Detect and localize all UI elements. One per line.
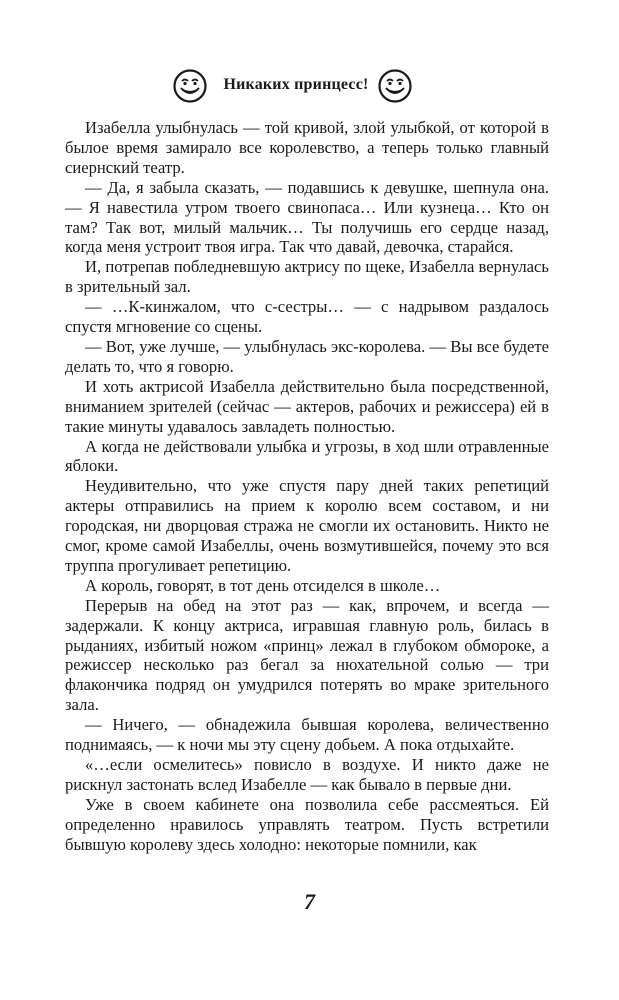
paragraph: И хоть актрисой Изабелла действительно была посредственной, вниманием зрителей (сейчас — актеров, рабочих и режиссера) ей в такие минуты удавалось завладеть полностью. (65, 376, 549, 436)
body-text (65, 118, 549, 855)
paragraph: Изабелла улыбнулась — той кривой, злой улыбкой, от которой в былое время замирало все королевство, а теперь только главный сиернский театр. (65, 118, 549, 177)
paragraph: «…если осмелитесь» повисло в воздухе. И никто даже не рискнул застонать вслед Изабелле — как бывало в первые дни. (65, 755, 549, 794)
paragraph: А король, говорят, в тот день отсиделся в школе… (85, 575, 441, 595)
paragraph: — Да, я забыла сказать, — подавшись к девушке, шепнула она. — Я навестила утром твоего свинопаса… Или кузнеца… Кто он там? Так вот, милый мальчик… Ты получишь его сердце назад, когда меня устроит твоя игра. Так что давай, девочка, старайся. (65, 177, 549, 257)
paragraph: И, потрепав побледневшую актрису по щеке, Изабелла вернулась в зрительный зал. (65, 257, 549, 297)
header-title: Никаких принцесс! (223, 76, 369, 93)
paragraph: — …К-кинжалом, что с-сестры… — с надрывом раздалось спустя мгновение со сцены. (65, 297, 549, 337)
paragraph: Перерыв на обед на этот раз — как, впрочем, и всегда — задержали. К концу актриса, игравшая главную роль, билась в рыданиях, избитый ножом «принц» лежал в глубоком обмороке, а режиссер несколько раз бегал за нюхательной солью — три флакончика подряд он умудрился потерять во мраке зрительного зала. (65, 595, 549, 715)
paragraph: — Ничего, — обнадежила бывшая королева, величественно поднимаясь, — к ночи мы эту сцену добьем. А пока отдыхайте. (65, 715, 549, 755)
paragraph: — Вот, уже лучше, — улыбнулась экс-королева. — Вы все будете делать то, что я говорю. (65, 336, 549, 376)
smiley-face-icon (172, 68, 208, 104)
paragraph: А когда не действовали улыбка и угрозы, в ход шли отравленные яблоки. (65, 436, 549, 476)
paragraph: Уже в своем кабинете она позволила себе рассмеяться. Ей определенно нравилось управлять театром. Пусть встретили бывшую королеву здесь холодно: некоторые помнили, как (65, 794, 549, 854)
page-number: 7 (304, 889, 315, 914)
paragraph: Неудивительно, что уже спустя пару дней таких репетиций актеры отправились на прием к королю всем составом, и ни городская, ни дворцовая стража не смогли их остановить. Никто не смог, кроме самой Изабеллы, очень возмутившейся, почему это вся труппа прогуливает репетицию. (65, 476, 549, 575)
running-header (0, 62, 619, 112)
smiley-face-icon (377, 68, 413, 104)
